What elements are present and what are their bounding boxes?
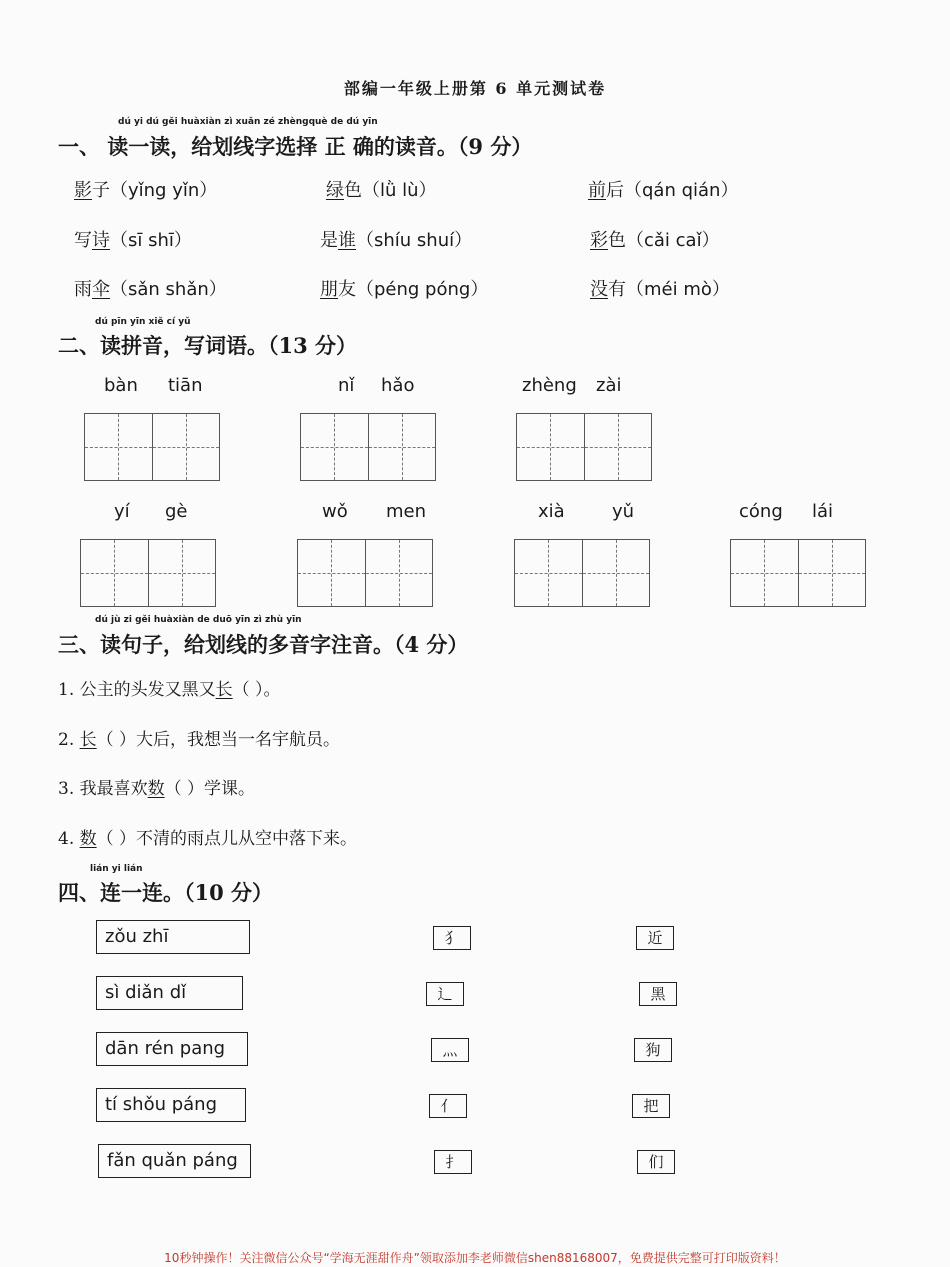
radical-pinyin-box-4[interactable]: tí shǒu páng [96, 1088, 246, 1122]
section1-pinyin: dú yi dú gěi huàxiàn zì xuǎn zé zhèngquè de dú yīn [118, 117, 378, 127]
s1-item-3: 前后（qán qián） [588, 180, 739, 201]
word-pinyin-6a: xià [538, 501, 565, 522]
section2-pinyin: dú pīn yīn xiě cí yǔ [95, 317, 191, 327]
word-pinyin-1a: bàn [104, 375, 138, 396]
s1-item-2: 绿色（lǜ lù） [326, 180, 437, 201]
radical-box-1[interactable]: 犭 [433, 926, 471, 950]
section4-pinyin: lián yi lián [90, 864, 143, 874]
character-box-2[interactable]: 黑 [639, 982, 677, 1006]
s1-item-4: 写诗（sī shī） [74, 230, 192, 251]
writing-grid-3[interactable] [516, 413, 652, 481]
footer-promo-text: 10秒钟操作！关注微信公众号“学海无涯甜作舟”领取添加李老师微信shen88168007，免费提供完整可打印版资料！ [164, 1251, 786, 1265]
radical-box-5[interactable]: 扌 [434, 1150, 472, 1174]
character-box-3[interactable]: 狗 [634, 1038, 672, 1062]
word-pinyin-4b: gè [165, 501, 188, 522]
section3-heading: 三、读句子，给划线的多音字注音。（4 分） [58, 632, 469, 657]
s1-item-5: 是谁（shíu shuí） [320, 230, 473, 251]
character-box-1[interactable]: 近 [636, 926, 674, 950]
writing-grid-5[interactable] [297, 539, 433, 607]
word-pinyin-1b: tiān [168, 375, 203, 396]
word-pinyin-7a: cóng [739, 501, 783, 522]
word-pinyin-5a: wǒ [322, 501, 348, 522]
writing-grid-4[interactable] [80, 539, 216, 607]
s1-item-7: 雨伞（sǎn shǎn） [74, 279, 227, 300]
word-pinyin-4a: yí [114, 501, 130, 522]
character-box-5[interactable]: 们 [637, 1150, 675, 1174]
word-pinyin-3b: zài [596, 375, 622, 396]
sentence-2: 2. 长（ ）大后，我想当一名宇航员。 [58, 730, 341, 750]
s1-item-1: 影子（yǐng yǐn） [74, 180, 218, 201]
sentence-3: 3. 我最喜欢数（ ）学课。 [58, 779, 256, 799]
writing-grid-1[interactable] [84, 413, 220, 481]
sentence-4: 4. 数（ ）不清的雨点儿从空中落下来。 [58, 829, 358, 849]
word-pinyin-2a: nǐ [338, 375, 355, 396]
page-title: 部编一年级上册第 6 单元测试卷 [343, 79, 607, 98]
writing-grid-2[interactable] [300, 413, 436, 481]
radical-pinyin-box-5[interactable]: fǎn quǎn páng [98, 1144, 251, 1178]
section2-heading: 二、读拼音，写词语。（13 分） [58, 333, 358, 358]
word-pinyin-5b: men [386, 501, 427, 522]
section4-heading: 四、连一连。（10 分） [58, 880, 274, 905]
word-pinyin-2b: hǎo [381, 375, 415, 396]
section1-heading: 一、 读一读，给划线字选择 正 确的读音。（9 分） [58, 134, 533, 159]
radical-pinyin-box-2[interactable]: sì diǎn dǐ [96, 976, 243, 1010]
radical-pinyin-box-1[interactable]: zǒu zhī [96, 920, 250, 954]
radical-box-4[interactable]: 亻 [429, 1094, 467, 1118]
s1-item-8: 朋友（péng póng） [320, 279, 489, 300]
radical-box-3[interactable]: 灬 [431, 1038, 469, 1062]
s1-item-6: 彩色（cǎi caǐ） [590, 230, 720, 251]
section3-pinyin: dú jù zi gěi huàxiàn de duō yīn zì zhù yīn [95, 615, 302, 625]
s1-item-9: 没有（méi mò） [590, 279, 730, 300]
word-pinyin-7b: lái [812, 501, 834, 522]
sentence-1: 1. 公主的头发又黑又长（ ）。 [58, 680, 281, 700]
character-box-4[interactable]: 把 [632, 1094, 670, 1118]
radical-pinyin-box-3[interactable]: dān rén pang [96, 1032, 248, 1066]
word-pinyin-6b: yǔ [612, 501, 635, 522]
writing-grid-6[interactable] [514, 539, 650, 607]
radical-box-2[interactable]: 辶 [426, 982, 464, 1006]
word-pinyin-3a: zhèng [522, 375, 577, 396]
writing-grid-7[interactable] [730, 539, 866, 607]
